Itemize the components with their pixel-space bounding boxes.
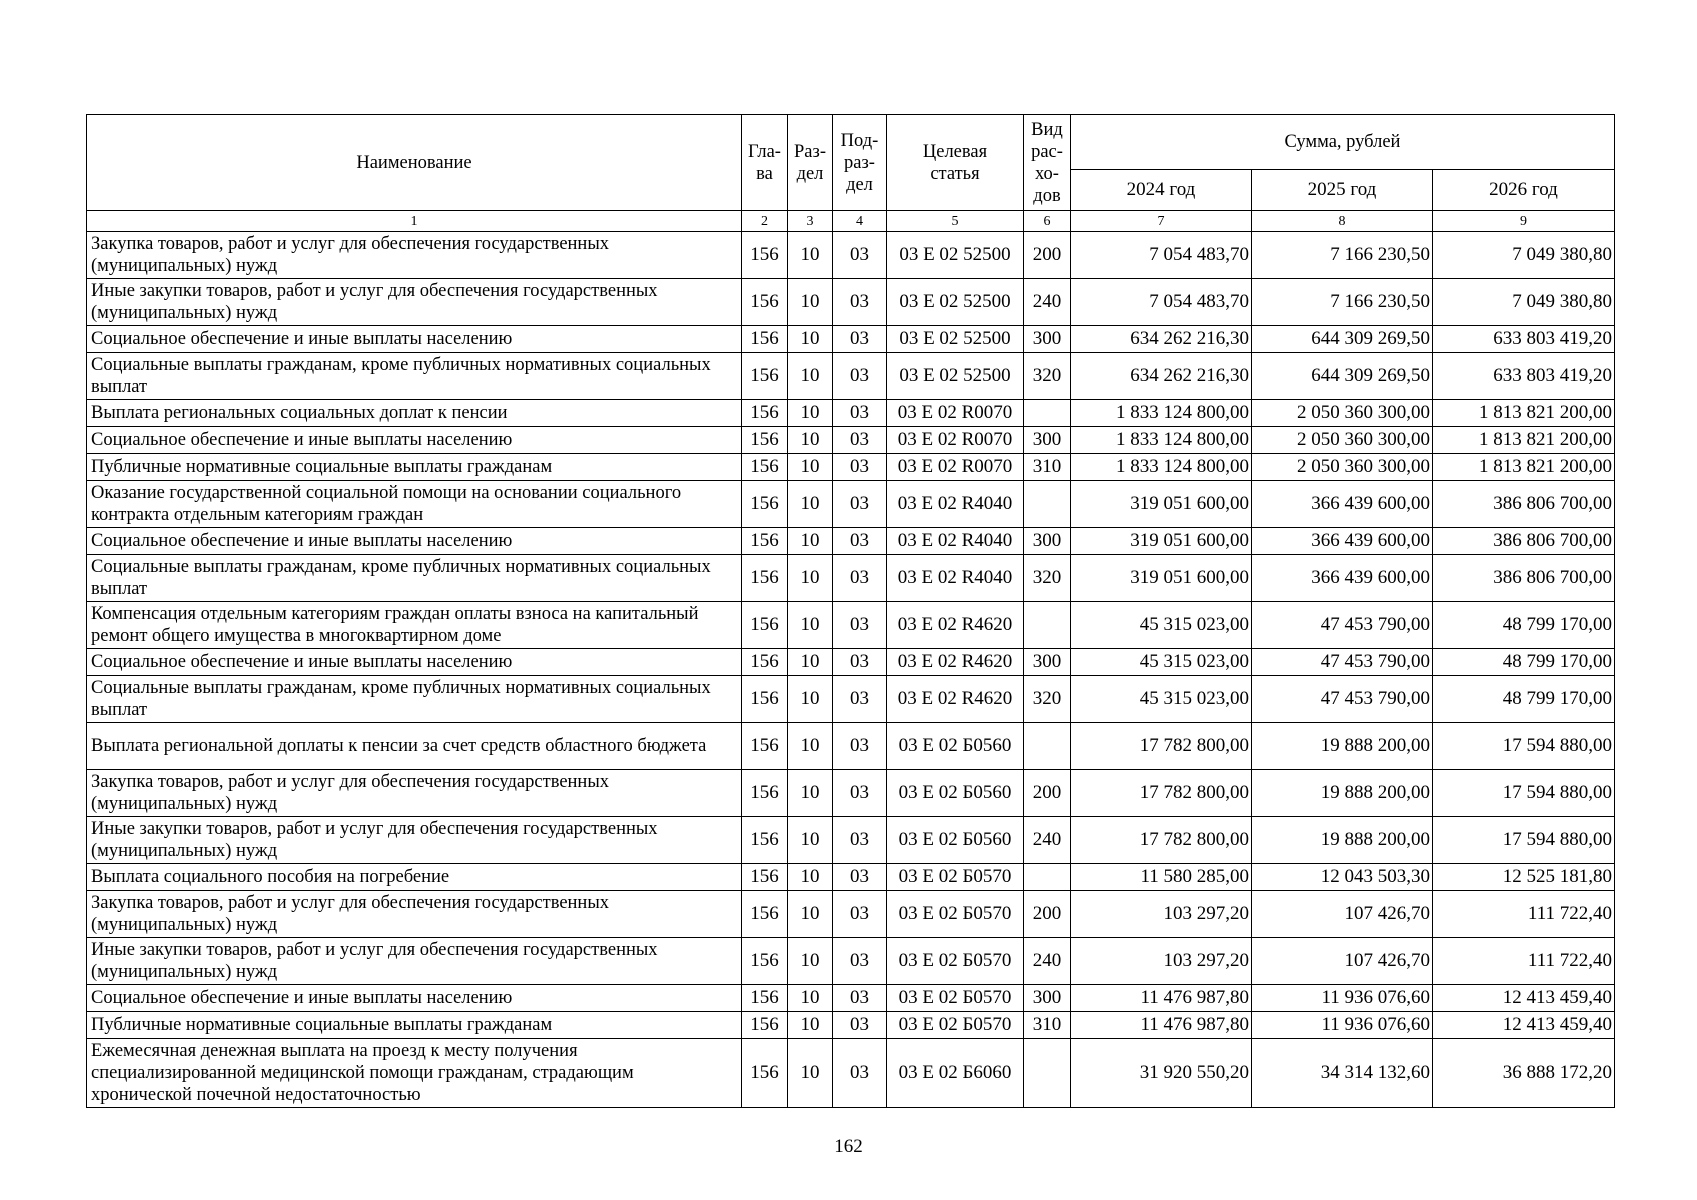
table-row [87, 723, 1615, 770]
row-sum-2024: 45 315 023,00 [1071, 676, 1252, 723]
row-expense-type: 200 [1024, 770, 1071, 817]
row-sum-2024: 1 833 124 800,00 [1071, 427, 1252, 454]
column-number: 7 [1071, 211, 1252, 232]
table-row [87, 985, 1615, 1012]
row-name: Ежемесячная денежная выплата на проезд к месту получения специализированной медицинской помощи гражданам, страдающим хронической почечной недостаточностью [87, 1039, 742, 1108]
row-subsection: 03 [833, 770, 887, 817]
row-chapter: 156 [742, 326, 788, 353]
row-section: 10 [788, 481, 833, 528]
header-section: Раз- дел [788, 115, 833, 211]
row-chapter: 156 [742, 353, 788, 400]
column-number: 5 [887, 211, 1024, 232]
table-row [87, 676, 1615, 723]
row-target-article: 03 Е 02 Б0560 [887, 723, 1024, 770]
table-row [87, 279, 1615, 326]
row-sum-2024: 31 920 550,20 [1071, 1039, 1252, 1108]
budget-table [86, 114, 1615, 1108]
table-row [87, 555, 1615, 602]
row-sum-2026: 1 813 821 200,00 [1433, 427, 1615, 454]
row-target-article: 03 Е 02 52500 [887, 326, 1024, 353]
row-expense-type: 200 [1024, 891, 1071, 938]
row-name: Социальные выплаты гражданам, кроме публичных нормативных социальных выплат [87, 676, 742, 723]
row-expense-type: 320 [1024, 353, 1071, 400]
row-chapter: 156 [742, 279, 788, 326]
row-section: 10 [788, 891, 833, 938]
header-name: Наименование [87, 115, 742, 211]
row-sum-2025: 47 453 790,00 [1252, 649, 1433, 676]
row-section: 10 [788, 602, 833, 649]
row-target-article: 03 Е 02 R4620 [887, 649, 1024, 676]
table-row [87, 1039, 1615, 1108]
row-name: Социальное обеспечение и иные выплаты населению [87, 985, 742, 1012]
row-section: 10 [788, 232, 833, 279]
header-target: Целевая статья [887, 115, 1024, 211]
row-expense-type: 320 [1024, 555, 1071, 602]
row-subsection: 03 [833, 1039, 887, 1108]
row-subsection: 03 [833, 400, 887, 427]
row-name: Социальное обеспечение и иные выплаты населению [87, 528, 742, 555]
table-row [87, 232, 1615, 279]
row-sum-2025: 34 314 132,60 [1252, 1039, 1433, 1108]
row-sum-2025: 11 936 076,60 [1252, 1012, 1433, 1039]
column-number: 6 [1024, 211, 1071, 232]
column-number: 8 [1252, 211, 1433, 232]
table-body [87, 232, 1615, 1108]
row-name: Иные закупки товаров, работ и услуг для обеспечения государственных (муниципальных) нужд [87, 817, 742, 864]
row-expense-type: 200 [1024, 232, 1071, 279]
row-expense-type: 310 [1024, 1012, 1071, 1039]
row-sum-2026: 1 813 821 200,00 [1433, 400, 1615, 427]
row-expense-type: 300 [1024, 326, 1071, 353]
row-sum-2024: 319 051 600,00 [1071, 555, 1252, 602]
row-chapter: 156 [742, 400, 788, 427]
row-sum-2026: 7 049 380,80 [1433, 232, 1615, 279]
row-section: 10 [788, 528, 833, 555]
row-subsection: 03 [833, 1012, 887, 1039]
row-expense-type: 300 [1024, 528, 1071, 555]
row-section: 10 [788, 649, 833, 676]
row-chapter: 156 [742, 427, 788, 454]
row-sum-2025: 366 439 600,00 [1252, 528, 1433, 555]
row-expense-type: 300 [1024, 427, 1071, 454]
row-target-article: 03 Е 02 52500 [887, 353, 1024, 400]
row-sum-2026: 12 413 459,40 [1433, 985, 1615, 1012]
row-sum-2026: 386 806 700,00 [1433, 528, 1615, 555]
row-name: Оказание государственной социальной помощи на основании социального контракта отдельным категориям граждан [87, 481, 742, 528]
row-chapter: 156 [742, 985, 788, 1012]
row-subsection: 03 [833, 817, 887, 864]
row-name: Социальные выплаты гражданам, кроме публичных нормативных социальных выплат [87, 353, 742, 400]
row-chapter: 156 [742, 864, 788, 891]
header-sum: Сумма, рублей [1071, 115, 1615, 170]
row-name: Компенсация отдельным категориям граждан оплаты взноса на капитальный ремонт общего имущества в многоквартирном доме [87, 602, 742, 649]
row-sum-2025: 107 426,70 [1252, 938, 1433, 985]
row-target-article: 03 Е 02 R4620 [887, 602, 1024, 649]
table-row [87, 817, 1615, 864]
row-chapter: 156 [742, 676, 788, 723]
row-chapter: 156 [742, 723, 788, 770]
row-chapter: 156 [742, 602, 788, 649]
row-sum-2026: 111 722,40 [1433, 938, 1615, 985]
row-sum-2024: 11 476 987,80 [1071, 1012, 1252, 1039]
table-row [87, 649, 1615, 676]
row-name: Выплата социального пособия на погребение [87, 864, 742, 891]
row-target-article: 03 Е 02 Б0570 [887, 891, 1024, 938]
row-target-article: 03 Е 02 R4620 [887, 676, 1024, 723]
row-chapter: 156 [742, 891, 788, 938]
row-target-article: 03 Е 02 Б0570 [887, 1012, 1024, 1039]
row-expense-type [1024, 723, 1071, 770]
table-row [87, 528, 1615, 555]
row-section: 10 [788, 985, 833, 1012]
row-sum-2024: 319 051 600,00 [1071, 528, 1252, 555]
row-target-article: 03 Е 02 Б6060 [887, 1039, 1024, 1108]
row-sum-2025: 11 936 076,60 [1252, 985, 1433, 1012]
row-sum-2026: 633 803 419,20 [1433, 326, 1615, 353]
row-target-article: 03 Е 02 52500 [887, 279, 1024, 326]
row-sum-2025: 19 888 200,00 [1252, 723, 1433, 770]
row-name: Выплата региональной доплаты к пенсии за счет средств областного бюджета [87, 723, 742, 770]
row-section: 10 [788, 555, 833, 602]
table-row [87, 864, 1615, 891]
header-subsection: Под- раз- дел [833, 115, 887, 211]
column-number: 4 [833, 211, 887, 232]
row-name: Социальное обеспечение и иные выплаты населению [87, 326, 742, 353]
row-sum-2025: 644 309 269,50 [1252, 326, 1433, 353]
row-sum-2026: 111 722,40 [1433, 891, 1615, 938]
row-chapter: 156 [742, 481, 788, 528]
row-target-article: 03 Е 02 Б0560 [887, 817, 1024, 864]
row-subsection: 03 [833, 723, 887, 770]
row-target-article: 03 Е 02 Б0570 [887, 864, 1024, 891]
row-sum-2024: 319 051 600,00 [1071, 481, 1252, 528]
row-target-article: 03 Е 02 R4040 [887, 481, 1024, 528]
row-sum-2024: 45 315 023,00 [1071, 602, 1252, 649]
row-sum-2024: 103 297,20 [1071, 891, 1252, 938]
row-chapter: 156 [742, 1039, 788, 1108]
row-name: Закупка товаров, работ и услуг для обеспечения государственных (муниципальных) нужд [87, 232, 742, 279]
row-sum-2025: 107 426,70 [1252, 891, 1433, 938]
row-expense-type: 320 [1024, 676, 1071, 723]
row-target-article: 03 Е 02 R0070 [887, 427, 1024, 454]
row-sum-2026: 48 799 170,00 [1433, 676, 1615, 723]
table-row [87, 602, 1615, 649]
row-section: 10 [788, 353, 833, 400]
row-sum-2025: 7 166 230,50 [1252, 279, 1433, 326]
row-sum-2026: 386 806 700,00 [1433, 555, 1615, 602]
row-subsection: 03 [833, 326, 887, 353]
row-sum-2025: 47 453 790,00 [1252, 676, 1433, 723]
row-sum-2025: 7 166 230,50 [1252, 232, 1433, 279]
row-section: 10 [788, 427, 833, 454]
row-sum-2025: 366 439 600,00 [1252, 481, 1433, 528]
row-name: Социальное обеспечение и иные выплаты населению [87, 427, 742, 454]
row-sum-2025: 12 043 503,30 [1252, 864, 1433, 891]
row-sum-2024: 1 833 124 800,00 [1071, 454, 1252, 481]
row-section: 10 [788, 1039, 833, 1108]
row-expense-type: 300 [1024, 985, 1071, 1012]
row-sum-2026: 1 813 821 200,00 [1433, 454, 1615, 481]
row-target-article: 03 Е 02 R4040 [887, 555, 1024, 602]
row-section: 10 [788, 938, 833, 985]
row-sum-2025: 47 453 790,00 [1252, 602, 1433, 649]
table-row [87, 891, 1615, 938]
row-sum-2024: 11 476 987,80 [1071, 985, 1252, 1012]
row-expense-type: 240 [1024, 279, 1071, 326]
row-chapter: 156 [742, 938, 788, 985]
table-row [87, 481, 1615, 528]
row-sum-2026: 633 803 419,20 [1433, 353, 1615, 400]
row-sum-2025: 2 050 360 300,00 [1252, 454, 1433, 481]
row-sum-2026: 17 594 880,00 [1433, 817, 1615, 864]
row-chapter: 156 [742, 649, 788, 676]
row-expense-type: 240 [1024, 938, 1071, 985]
row-chapter: 156 [742, 1012, 788, 1039]
header-chapter: Гла- ва [742, 115, 788, 211]
row-sum-2024: 17 782 800,00 [1071, 770, 1252, 817]
page-number: 162 [834, 1136, 863, 1157]
row-sum-2026: 7 049 380,80 [1433, 279, 1615, 326]
row-sum-2025: 366 439 600,00 [1252, 555, 1433, 602]
row-sum-2024: 17 782 800,00 [1071, 723, 1252, 770]
row-target-article: 03 Е 02 Б0560 [887, 770, 1024, 817]
row-subsection: 03 [833, 649, 887, 676]
row-sum-2024: 17 782 800,00 [1071, 817, 1252, 864]
row-sum-2026: 17 594 880,00 [1433, 723, 1615, 770]
row-subsection: 03 [833, 676, 887, 723]
row-target-article: 03 Е 02 R4040 [887, 528, 1024, 555]
row-sum-2026: 12 413 459,40 [1433, 1012, 1615, 1039]
row-subsection: 03 [833, 938, 887, 985]
table-row [87, 353, 1615, 400]
row-subsection: 03 [833, 232, 887, 279]
row-name: Закупка товаров, работ и услуг для обеспечения государственных (муниципальных) нужд [87, 770, 742, 817]
column-number: 9 [1433, 211, 1615, 232]
header-year-2025: 2025 год [1252, 170, 1433, 211]
row-sum-2024: 634 262 216,30 [1071, 353, 1252, 400]
row-subsection: 03 [833, 985, 887, 1012]
row-sum-2025: 19 888 200,00 [1252, 770, 1433, 817]
row-section: 10 [788, 1012, 833, 1039]
row-sum-2026: 48 799 170,00 [1433, 649, 1615, 676]
row-expense-type [1024, 400, 1071, 427]
row-target-article: 03 Е 02 Б0570 [887, 985, 1024, 1012]
row-section: 10 [788, 864, 833, 891]
table-row [87, 454, 1615, 481]
row-subsection: 03 [833, 602, 887, 649]
row-section: 10 [788, 400, 833, 427]
row-sum-2024: 7 054 483,70 [1071, 279, 1252, 326]
row-sum-2026: 12 525 181,80 [1433, 864, 1615, 891]
header-expense-type: Вид рас- хо- дов [1024, 115, 1071, 211]
row-subsection: 03 [833, 528, 887, 555]
table-row [87, 938, 1615, 985]
row-sum-2025: 2 050 360 300,00 [1252, 400, 1433, 427]
row-sum-2024: 45 315 023,00 [1071, 649, 1252, 676]
row-sum-2024: 634 262 216,30 [1071, 326, 1252, 353]
row-expense-type: 300 [1024, 649, 1071, 676]
row-sum-2024: 11 580 285,00 [1071, 864, 1252, 891]
row-target-article: 03 Е 02 R0070 [887, 454, 1024, 481]
table-header [87, 115, 1615, 232]
row-name: Социальные выплаты гражданам, кроме публичных нормативных социальных выплат [87, 555, 742, 602]
row-expense-type [1024, 864, 1071, 891]
row-target-article: 03 Е 02 R0070 [887, 400, 1024, 427]
row-chapter: 156 [742, 454, 788, 481]
row-subsection: 03 [833, 279, 887, 326]
row-name: Иные закупки товаров, работ и услуг для обеспечения государственных (муниципальных) нужд [87, 938, 742, 985]
row-expense-type: 310 [1024, 454, 1071, 481]
row-sum-2026: 17 594 880,00 [1433, 770, 1615, 817]
row-sum-2025: 2 050 360 300,00 [1252, 427, 1433, 454]
table-row [87, 400, 1615, 427]
row-sum-2026: 386 806 700,00 [1433, 481, 1615, 528]
row-section: 10 [788, 770, 833, 817]
row-subsection: 03 [833, 555, 887, 602]
row-name: Социальное обеспечение и иные выплаты населению [87, 649, 742, 676]
row-chapter: 156 [742, 817, 788, 864]
row-subsection: 03 [833, 891, 887, 938]
table-row [87, 770, 1615, 817]
row-name: Иные закупки товаров, работ и услуг для обеспечения государственных (муниципальных) нужд [87, 279, 742, 326]
column-number: 1 [87, 211, 742, 232]
row-name: Закупка товаров, работ и услуг для обеспечения государственных (муниципальных) нужд [87, 891, 742, 938]
row-expense-type: 240 [1024, 817, 1071, 864]
row-sum-2025: 644 309 269,50 [1252, 353, 1433, 400]
row-section: 10 [788, 279, 833, 326]
row-expense-type [1024, 481, 1071, 528]
column-number: 3 [788, 211, 833, 232]
column-number-row [87, 211, 1615, 232]
row-subsection: 03 [833, 454, 887, 481]
row-section: 10 [788, 326, 833, 353]
row-chapter: 156 [742, 770, 788, 817]
row-expense-type [1024, 1039, 1071, 1108]
row-subsection: 03 [833, 481, 887, 528]
row-sum-2024: 1 833 124 800,00 [1071, 400, 1252, 427]
row-chapter: 156 [742, 232, 788, 279]
table-row [87, 427, 1615, 454]
row-chapter: 156 [742, 528, 788, 555]
header-year-2026: 2026 год [1433, 170, 1615, 211]
row-chapter: 156 [742, 555, 788, 602]
row-sum-2026: 48 799 170,00 [1433, 602, 1615, 649]
row-expense-type [1024, 602, 1071, 649]
row-subsection: 03 [833, 864, 887, 891]
row-subsection: 03 [833, 353, 887, 400]
row-section: 10 [788, 723, 833, 770]
row-section: 10 [788, 676, 833, 723]
table-row [87, 326, 1615, 353]
row-subsection: 03 [833, 427, 887, 454]
row-sum-2024: 103 297,20 [1071, 938, 1252, 985]
row-target-article: 03 Е 02 Б0570 [887, 938, 1024, 985]
row-sum-2025: 19 888 200,00 [1252, 817, 1433, 864]
header-year-2024: 2024 год [1071, 170, 1252, 211]
row-name: Публичные нормативные социальные выплаты гражданам [87, 454, 742, 481]
column-number: 2 [742, 211, 788, 232]
table-row [87, 1012, 1615, 1039]
row-sum-2024: 7 054 483,70 [1071, 232, 1252, 279]
row-section: 10 [788, 817, 833, 864]
row-name: Выплата региональных социальных доплат к пенсии [87, 400, 742, 427]
row-sum-2026: 36 888 172,20 [1433, 1039, 1615, 1108]
row-target-article: 03 Е 02 52500 [887, 232, 1024, 279]
row-name: Публичные нормативные социальные выплаты гражданам [87, 1012, 742, 1039]
row-section: 10 [788, 454, 833, 481]
